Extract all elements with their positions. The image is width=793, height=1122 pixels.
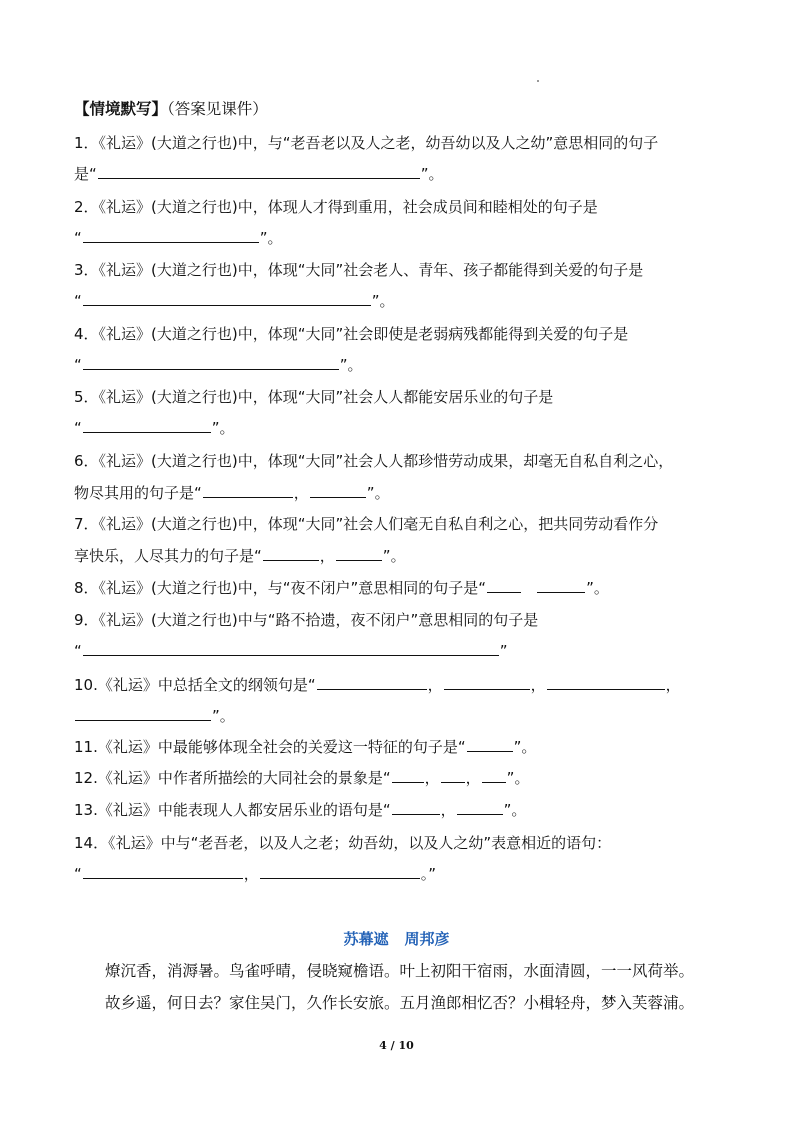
q9-line2: “ ” [74,638,508,664]
q10-line1: 10.《礼运》中总括全文的纲领句是“ ， ， ， [74,672,681,698]
answer-blank[interactable] [260,862,420,879]
answer-blank[interactable] [547,673,665,690]
q5-line1: 5．《礼运》(大道之行也)中，体现“大同”社会人人都能安居乐业的句子是 [74,388,554,406]
q10-line2: ”。 [74,703,235,729]
q6-line1: 6．《礼运》(大道之行也)中，体现“大同”社会人人都珍惜劳动成果，却毫无自私自利之心， [74,452,674,470]
answer-blank[interactable] [83,353,339,370]
q7-line2: 享快乐，人尽其力的句子是“ ， ”。 [74,543,406,569]
poem-title: 苏幕遮 [343,930,389,948]
answer-blank[interactable] [83,639,499,656]
answer-blank[interactable] [203,481,293,498]
answer-blank[interactable] [317,673,427,690]
q14-line2: “ ， 。” [74,861,436,887]
heading-note: （答案见课件） [167,100,268,118]
q5-line2: “ ”。 [74,415,235,441]
answer-blank[interactable] [392,766,424,783]
q4-line1: 4．《礼运》(大道之行也)中，体现“大同”社会即使是老弱病残都能得到关爱的句子是 [74,325,629,343]
section-heading [74,96,268,122]
speck [537,80,539,82]
q2-line1: 2．《礼运》(大道之行也)中，体现人才得到重用，社会成员间和睦相处的句子是 [74,198,598,216]
answer-blank[interactable] [467,735,513,752]
answer-blank[interactable] [98,162,420,179]
answer-blank[interactable] [83,226,259,243]
q9-line1: 9．《礼运》(大道之行也)中与“路不拾遗，夜不闭户”意思相同的句子是 [74,611,539,629]
page-number: 4 / 10 [379,1039,414,1052]
answer-blank[interactable] [75,704,211,721]
answer-blank[interactable] [83,289,371,306]
q8-line1: 8．《礼运》(大道之行也)中，与“夜不闭户”意思相同的句子是“ ”。 [74,575,609,601]
answer-blank[interactable] [392,798,440,815]
q11-line1: 11.《礼运》中最能够体现全社会的关爱这一特征的句子是“ ”。 [74,734,536,760]
poem-author: 周邦彦 [404,930,450,948]
q12-line1: 12.《礼运》中作者所描绘的大同社会的景象是“ ， ， ”。 [74,765,529,791]
q1-line1: 1．《礼运》(大道之行也)中，与“老吾老以及人之老，幼吾幼以及人之幼”意思相同的句子 [74,134,659,152]
answer-blank[interactable] [487,576,521,593]
answer-blank[interactable] [263,544,319,561]
q1-line2: 是“ ”。 [74,161,444,187]
answer-blank[interactable] [482,766,506,783]
q4-line2: “ ”。 [74,352,363,378]
poem-line-2: 故乡遥，何日去？家住吴门，久作长安旅。五月渔郎相忆否？小楫轻舟，梦入芙蓉浦。 [105,994,695,1012]
answer-blank[interactable] [537,576,585,593]
q13-line1: 13.《礼运》中能表现人人都安居乐业的语句是“ ， ”。 [74,797,526,823]
q3-line2: “ ”。 [74,288,395,314]
poem-header [0,926,793,952]
q3-line1: 3．《礼运》(大道之行也)中，体现“大同”社会老人、青年、孩子都能得到关爱的句子是 [74,261,644,279]
q7-line1: 7．《礼运》(大道之行也)中，体现“大同”社会人们毫无自私自利之心，把共同劳动看作分 [74,515,659,533]
answer-blank[interactable] [441,766,465,783]
heading-title: 【情境默写】 [74,100,168,118]
q14-line1: 14．《礼运》中与“老吾老，以及人之老；幼吾幼，以及人之幼”表意相近的语句： [74,834,612,852]
answer-blank[interactable] [336,544,382,561]
answer-blank[interactable] [83,416,211,433]
answer-blank[interactable] [83,862,243,879]
poem-line-1: 燎沉香，消溽暑。鸟雀呼晴，侵晓窥檐语。叶上初阳干宿雨，水面清圆，一一风荷举。 [105,962,695,980]
answer-blank[interactable] [310,481,366,498]
q6-line2: 物尽其用的句子是“ ， ”。 [74,480,390,506]
answer-blank[interactable] [457,798,503,815]
answer-blank[interactable] [444,673,530,690]
q2-line2: “ ”。 [74,225,283,251]
